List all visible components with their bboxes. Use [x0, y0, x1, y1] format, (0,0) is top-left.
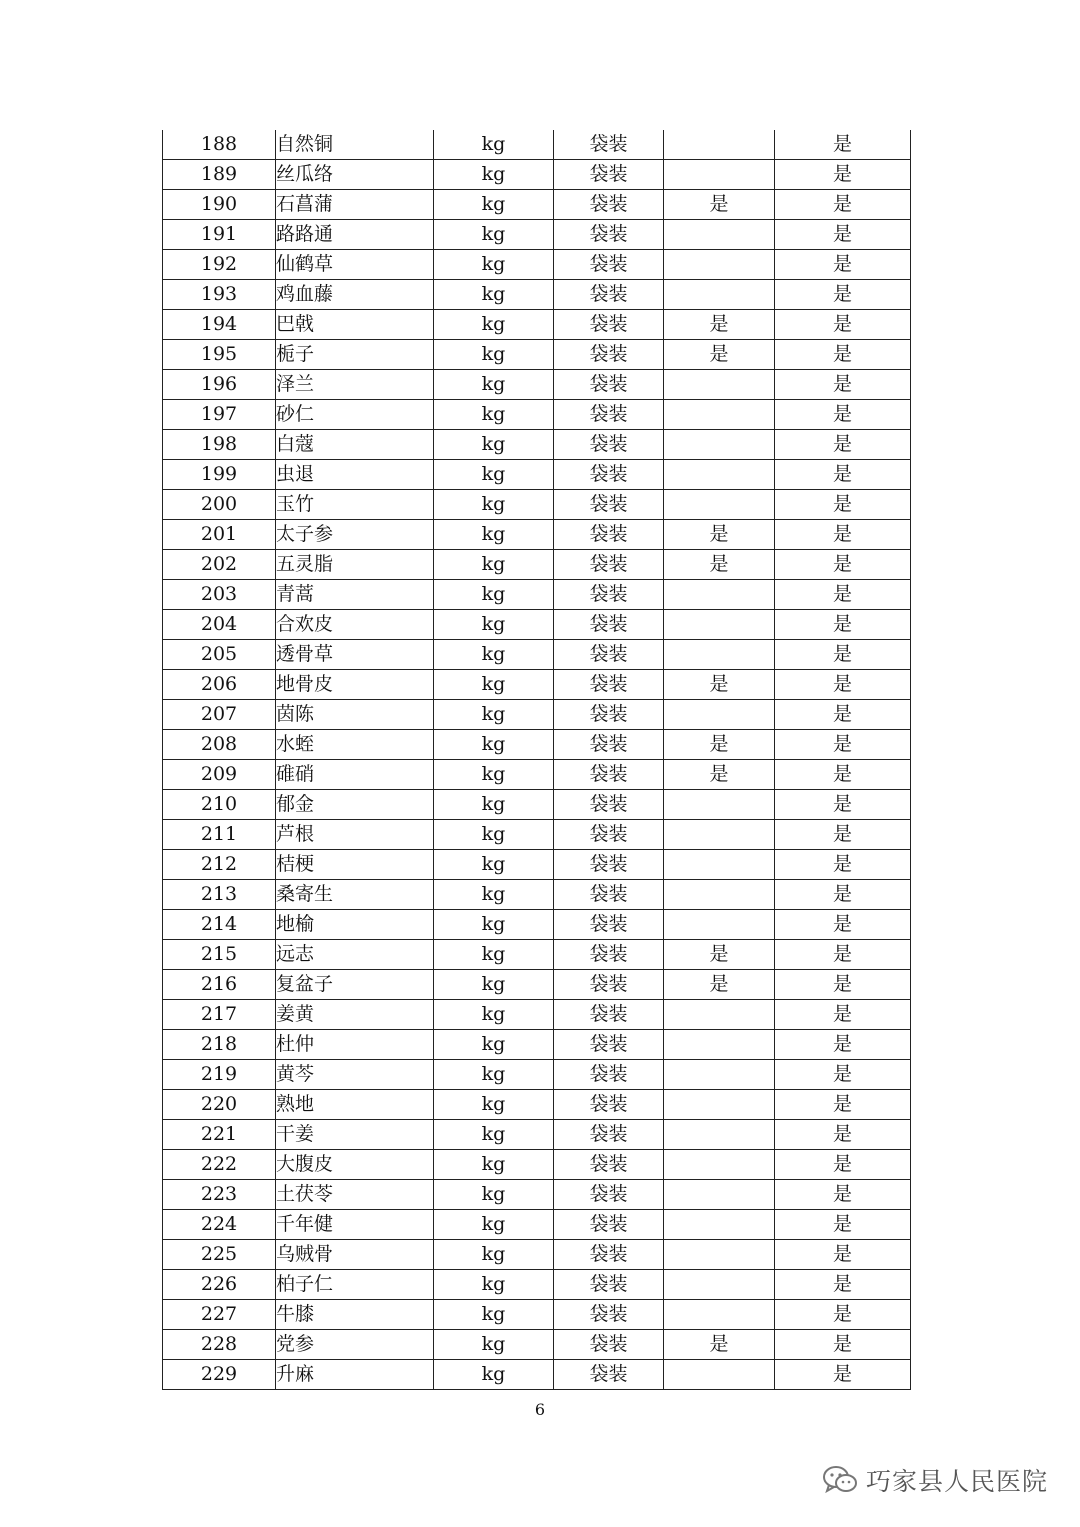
packing-cell: 袋装: [554, 460, 664, 490]
flag-cell: 是: [775, 340, 911, 370]
flag-cell: 是: [775, 820, 911, 850]
table-row: [163, 700, 911, 730]
key-flag-cell: [664, 790, 775, 820]
key-flag-cell: [664, 1240, 775, 1270]
key-flag-cell: [664, 1270, 775, 1300]
unit-cell: kg: [434, 790, 554, 820]
unit-cell: kg: [434, 1000, 554, 1030]
unit-cell: kg: [434, 730, 554, 760]
table-row: [163, 730, 911, 760]
row-number-cell: 223: [163, 1180, 276, 1210]
row-number-cell: 228: [163, 1330, 276, 1360]
unit-cell: kg: [434, 1360, 554, 1390]
table-row: [163, 1030, 911, 1060]
unit-cell: kg: [434, 160, 554, 190]
packing-cell: 袋装: [554, 1210, 664, 1240]
drug-name-cell: 碓硝: [276, 760, 434, 790]
flag-cell: 是: [775, 1330, 911, 1360]
packing-cell: 袋装: [554, 1060, 664, 1090]
packing-cell: 袋装: [554, 1270, 664, 1300]
key-flag-cell: [664, 1210, 775, 1240]
key-flag-cell: 是: [664, 520, 775, 550]
row-number-cell: 207: [163, 700, 276, 730]
row-number-cell: 224: [163, 1210, 276, 1240]
drug-name-cell: 杜仲: [276, 1030, 434, 1060]
key-flag-cell: [664, 850, 775, 880]
drug-name-cell: 仙鹤草: [276, 250, 434, 280]
unit-cell: kg: [434, 1180, 554, 1210]
row-number-cell: 211: [163, 820, 276, 850]
flag-cell: 是: [775, 400, 911, 430]
flag-cell: 是: [775, 160, 911, 190]
key-flag-cell: [664, 160, 775, 190]
flag-cell: 是: [775, 220, 911, 250]
drug-name-cell: 透骨草: [276, 640, 434, 670]
flag-cell: 是: [775, 1180, 911, 1210]
flag-cell: 是: [775, 1240, 911, 1270]
row-number-cell: 189: [163, 160, 276, 190]
key-flag-cell: [664, 130, 775, 160]
flag-cell: 是: [775, 940, 911, 970]
key-flag-cell: [664, 430, 775, 460]
key-flag-cell: [664, 1000, 775, 1030]
key-flag-cell: [664, 1360, 775, 1390]
row-number-cell: 226: [163, 1270, 276, 1300]
table-row: [163, 670, 911, 700]
unit-cell: kg: [434, 880, 554, 910]
table-row: [163, 190, 911, 220]
row-number-cell: 190: [163, 190, 276, 220]
flag-cell: 是: [775, 520, 911, 550]
drug-name-cell: 水蛭: [276, 730, 434, 760]
packing-cell: 袋装: [554, 430, 664, 460]
key-flag-cell: [664, 250, 775, 280]
row-number-cell: 227: [163, 1300, 276, 1330]
key-flag-cell: 是: [664, 970, 775, 1000]
drug-name-cell: 白蔻: [276, 430, 434, 460]
table-row: [163, 370, 911, 400]
row-number-cell: 188: [163, 130, 276, 160]
unit-cell: kg: [434, 490, 554, 520]
table-row: [163, 550, 911, 580]
key-flag-cell: 是: [664, 730, 775, 760]
row-number-cell: 217: [163, 1000, 276, 1030]
drug-name-cell: 茵陈: [276, 700, 434, 730]
table-row: [163, 220, 911, 250]
row-number-cell: 194: [163, 310, 276, 340]
flag-cell: 是: [775, 370, 911, 400]
row-number-cell: 198: [163, 430, 276, 460]
row-number-cell: 193: [163, 280, 276, 310]
drug-name-cell: 鸡血藤: [276, 280, 434, 310]
packing-cell: 袋装: [554, 1300, 664, 1330]
key-flag-cell: 是: [664, 550, 775, 580]
drug-name-cell: 乌贼骨: [276, 1240, 434, 1270]
packing-cell: 袋装: [554, 1030, 664, 1060]
flag-cell: 是: [775, 640, 911, 670]
unit-cell: kg: [434, 1210, 554, 1240]
table-row: [163, 1360, 911, 1390]
table-row: [163, 1180, 911, 1210]
drug-name-cell: 合欢皮: [276, 610, 434, 640]
key-flag-cell: [664, 460, 775, 490]
flag-cell: 是: [775, 190, 911, 220]
unit-cell: kg: [434, 370, 554, 400]
drug-name-cell: 青蒿: [276, 580, 434, 610]
flag-cell: 是: [775, 250, 911, 280]
drug-name-cell: 土茯苓: [276, 1180, 434, 1210]
unit-cell: kg: [434, 1240, 554, 1270]
flag-cell: 是: [775, 310, 911, 340]
packing-cell: 袋装: [554, 1240, 664, 1270]
wechat-icon: [822, 1464, 858, 1496]
unit-cell: kg: [434, 700, 554, 730]
key-flag-cell: 是: [664, 310, 775, 340]
drug-name-cell: 太子参: [276, 520, 434, 550]
row-number-cell: 203: [163, 580, 276, 610]
unit-cell: kg: [434, 670, 554, 700]
drug-name-cell: 郁金: [276, 790, 434, 820]
unit-cell: kg: [434, 640, 554, 670]
flag-cell: 是: [775, 610, 911, 640]
row-number-cell: 210: [163, 790, 276, 820]
drug-name-cell: 桑寄生: [276, 880, 434, 910]
drug-name-cell: 大腹皮: [276, 1150, 434, 1180]
drug-name-cell: 牛膝: [276, 1300, 434, 1330]
packing-cell: 袋装: [554, 1120, 664, 1150]
drug-table: [162, 130, 911, 1390]
flag-cell: 是: [775, 130, 911, 160]
flag-cell: 是: [775, 910, 911, 940]
drug-name-cell: 柏子仁: [276, 1270, 434, 1300]
drug-name-cell: 黄芩: [276, 1060, 434, 1090]
flag-cell: 是: [775, 760, 911, 790]
table-row: [163, 850, 911, 880]
row-number-cell: 204: [163, 610, 276, 640]
flag-cell: 是: [775, 430, 911, 460]
key-flag-cell: [664, 640, 775, 670]
packing-cell: 袋装: [554, 640, 664, 670]
row-number-cell: 220: [163, 1090, 276, 1120]
table-row: [163, 1240, 911, 1270]
unit-cell: kg: [434, 970, 554, 1000]
flag-cell: 是: [775, 1060, 911, 1090]
flag-cell: 是: [775, 700, 911, 730]
unit-cell: kg: [434, 910, 554, 940]
flag-cell: 是: [775, 670, 911, 700]
flag-cell: 是: [775, 280, 911, 310]
drug-name-cell: 地骨皮: [276, 670, 434, 700]
packing-cell: 袋装: [554, 250, 664, 280]
flag-cell: 是: [775, 880, 911, 910]
key-flag-cell: [664, 1300, 775, 1330]
key-flag-cell: 是: [664, 760, 775, 790]
watermark: [822, 1462, 1048, 1498]
packing-cell: 袋装: [554, 310, 664, 340]
packing-cell: 袋装: [554, 340, 664, 370]
drug-name-cell: 泽兰: [276, 370, 434, 400]
packing-cell: 袋装: [554, 550, 664, 580]
row-number-cell: 191: [163, 220, 276, 250]
page-number: 6: [534, 1400, 546, 1419]
drug-name-cell: 升麻: [276, 1360, 434, 1390]
packing-cell: 袋装: [554, 760, 664, 790]
key-flag-cell: [664, 1180, 775, 1210]
packing-cell: 袋装: [554, 190, 664, 220]
table-row: [163, 1000, 911, 1030]
unit-cell: kg: [434, 940, 554, 970]
flag-cell: 是: [775, 1150, 911, 1180]
key-flag-cell: 是: [664, 670, 775, 700]
row-number-cell: 218: [163, 1030, 276, 1060]
packing-cell: 袋装: [554, 610, 664, 640]
key-flag-cell: 是: [664, 340, 775, 370]
row-number-cell: 225: [163, 1240, 276, 1270]
flag-cell: 是: [775, 580, 911, 610]
unit-cell: kg: [434, 520, 554, 550]
packing-cell: 袋装: [554, 520, 664, 550]
unit-cell: kg: [434, 280, 554, 310]
row-number-cell: 200: [163, 490, 276, 520]
table-row: [163, 820, 911, 850]
packing-cell: 袋装: [554, 160, 664, 190]
unit-cell: kg: [434, 1090, 554, 1120]
unit-cell: kg: [434, 400, 554, 430]
flag-cell: 是: [775, 730, 911, 760]
table-row: [163, 310, 911, 340]
flag-cell: 是: [775, 1210, 911, 1240]
drug-name-cell: 玉竹: [276, 490, 434, 520]
packing-cell: 袋装: [554, 940, 664, 970]
packing-cell: 袋装: [554, 580, 664, 610]
packing-cell: 袋装: [554, 490, 664, 520]
key-flag-cell: [664, 220, 775, 250]
packing-cell: 袋装: [554, 130, 664, 160]
flag-cell: 是: [775, 790, 911, 820]
drug-name-cell: 巴戟: [276, 310, 434, 340]
drug-name-cell: 桔梗: [276, 850, 434, 880]
drug-name-cell: 丝瓜络: [276, 160, 434, 190]
row-number-cell: 205: [163, 640, 276, 670]
row-number-cell: 229: [163, 1360, 276, 1390]
key-flag-cell: [664, 820, 775, 850]
key-flag-cell: [664, 1120, 775, 1150]
row-number-cell: 196: [163, 370, 276, 400]
unit-cell: kg: [434, 1120, 554, 1150]
unit-cell: kg: [434, 850, 554, 880]
table-row: [163, 490, 911, 520]
table-row: [163, 760, 911, 790]
row-number-cell: 199: [163, 460, 276, 490]
packing-cell: 袋装: [554, 1360, 664, 1390]
drug-name-cell: 熟地: [276, 1090, 434, 1120]
row-number-cell: 209: [163, 760, 276, 790]
flag-cell: 是: [775, 1090, 911, 1120]
drug-name-cell: 五灵脂: [276, 550, 434, 580]
packing-cell: 袋装: [554, 1090, 664, 1120]
key-flag-cell: [664, 580, 775, 610]
table-row: [163, 1060, 911, 1090]
flag-cell: 是: [775, 550, 911, 580]
unit-cell: kg: [434, 310, 554, 340]
flag-cell: 是: [775, 1270, 911, 1300]
flag-cell: 是: [775, 1000, 911, 1030]
unit-cell: kg: [434, 820, 554, 850]
table-row: [163, 1120, 911, 1150]
key-flag-cell: 是: [664, 1330, 775, 1360]
drug-name-cell: 虫退: [276, 460, 434, 490]
table-row: [163, 1090, 911, 1120]
key-flag-cell: [664, 280, 775, 310]
drug-name-cell: 姜黄: [276, 1000, 434, 1030]
flag-cell: 是: [775, 1300, 911, 1330]
table-row: [163, 1270, 911, 1300]
table-row: [163, 940, 911, 970]
packing-cell: 袋装: [554, 1150, 664, 1180]
unit-cell: kg: [434, 220, 554, 250]
key-flag-cell: [664, 880, 775, 910]
key-flag-cell: [664, 1060, 775, 1090]
table-row: [163, 430, 911, 460]
row-number-cell: 197: [163, 400, 276, 430]
packing-cell: 袋装: [554, 370, 664, 400]
unit-cell: kg: [434, 130, 554, 160]
unit-cell: kg: [434, 1150, 554, 1180]
key-flag-cell: [664, 370, 775, 400]
table-row: [163, 160, 911, 190]
table-row: [163, 520, 911, 550]
packing-cell: 袋装: [554, 790, 664, 820]
packing-cell: 袋装: [554, 1330, 664, 1360]
row-number-cell: 214: [163, 910, 276, 940]
table-row: [163, 460, 911, 490]
key-flag-cell: [664, 1090, 775, 1120]
table-row: [163, 580, 911, 610]
unit-cell: kg: [434, 760, 554, 790]
row-number-cell: 221: [163, 1120, 276, 1150]
table-row: [163, 340, 911, 370]
row-number-cell: 195: [163, 340, 276, 370]
flag-cell: 是: [775, 1120, 911, 1150]
drug-name-cell: 复盆子: [276, 970, 434, 1000]
key-flag-cell: [664, 700, 775, 730]
table-row: [163, 1150, 911, 1180]
table-row: [163, 400, 911, 430]
unit-cell: kg: [434, 340, 554, 370]
table-row: [163, 970, 911, 1000]
packing-cell: 袋装: [554, 220, 664, 250]
drug-name-cell: 干姜: [276, 1120, 434, 1150]
unit-cell: kg: [434, 550, 554, 580]
table-row: [163, 1210, 911, 1240]
drug-name-cell: 石菖蒲: [276, 190, 434, 220]
row-number-cell: 192: [163, 250, 276, 280]
unit-cell: kg: [434, 1060, 554, 1090]
packing-cell: 袋装: [554, 850, 664, 880]
key-flag-cell: [664, 400, 775, 430]
table-row: [163, 610, 911, 640]
key-flag-cell: 是: [664, 190, 775, 220]
row-number-cell: 212: [163, 850, 276, 880]
packing-cell: 袋装: [554, 730, 664, 760]
flag-cell: 是: [775, 1360, 911, 1390]
row-number-cell: 206: [163, 670, 276, 700]
row-number-cell: 216: [163, 970, 276, 1000]
table-row: [163, 880, 911, 910]
unit-cell: kg: [434, 1030, 554, 1060]
packing-cell: 袋装: [554, 910, 664, 940]
drug-name-cell: 远志: [276, 940, 434, 970]
unit-cell: kg: [434, 250, 554, 280]
key-flag-cell: [664, 490, 775, 520]
table-row: [163, 790, 911, 820]
drug-name-cell: 砂仁: [276, 400, 434, 430]
row-number-cell: 208: [163, 730, 276, 760]
unit-cell: kg: [434, 1330, 554, 1360]
key-flag-cell: 是: [664, 940, 775, 970]
table-row: [163, 1300, 911, 1330]
table-row: [163, 910, 911, 940]
table-row: [163, 1330, 911, 1360]
flag-cell: 是: [775, 460, 911, 490]
unit-cell: kg: [434, 430, 554, 460]
unit-cell: kg: [434, 1270, 554, 1300]
drug-name-cell: 路路通: [276, 220, 434, 250]
key-flag-cell: [664, 910, 775, 940]
packing-cell: 袋装: [554, 700, 664, 730]
packing-cell: 袋装: [554, 280, 664, 310]
row-number-cell: 222: [163, 1150, 276, 1180]
row-number-cell: 213: [163, 880, 276, 910]
packing-cell: 袋装: [554, 400, 664, 430]
drug-name-cell: 千年健: [276, 1210, 434, 1240]
unit-cell: kg: [434, 190, 554, 220]
drug-name-cell: 党参: [276, 1330, 434, 1360]
table-row: [163, 640, 911, 670]
key-flag-cell: [664, 610, 775, 640]
packing-cell: 袋装: [554, 880, 664, 910]
packing-cell: 袋装: [554, 1180, 664, 1210]
drug-name-cell: 栀子: [276, 340, 434, 370]
flag-cell: 是: [775, 490, 911, 520]
unit-cell: kg: [434, 1300, 554, 1330]
row-number-cell: 215: [163, 940, 276, 970]
unit-cell: kg: [434, 610, 554, 640]
flag-cell: 是: [775, 850, 911, 880]
packing-cell: 袋装: [554, 820, 664, 850]
table-row: [163, 130, 911, 160]
row-number-cell: 219: [163, 1060, 276, 1090]
packing-cell: 袋装: [554, 1000, 664, 1030]
flag-cell: 是: [775, 1030, 911, 1060]
unit-cell: kg: [434, 580, 554, 610]
row-number-cell: 201: [163, 520, 276, 550]
drug-name-cell: 地榆: [276, 910, 434, 940]
flag-cell: 是: [775, 970, 911, 1000]
row-number-cell: 202: [163, 550, 276, 580]
drug-name-cell: 自然铜: [276, 130, 434, 160]
unit-cell: kg: [434, 460, 554, 490]
key-flag-cell: [664, 1150, 775, 1180]
watermark-text: 巧家县人民医院: [865, 1467, 1048, 1496]
key-flag-cell: [664, 1030, 775, 1060]
table-row: [163, 250, 911, 280]
packing-cell: 袋装: [554, 670, 664, 700]
table-row: [163, 280, 911, 310]
packing-cell: 袋装: [554, 970, 664, 1000]
drug-name-cell: 芦根: [276, 820, 434, 850]
